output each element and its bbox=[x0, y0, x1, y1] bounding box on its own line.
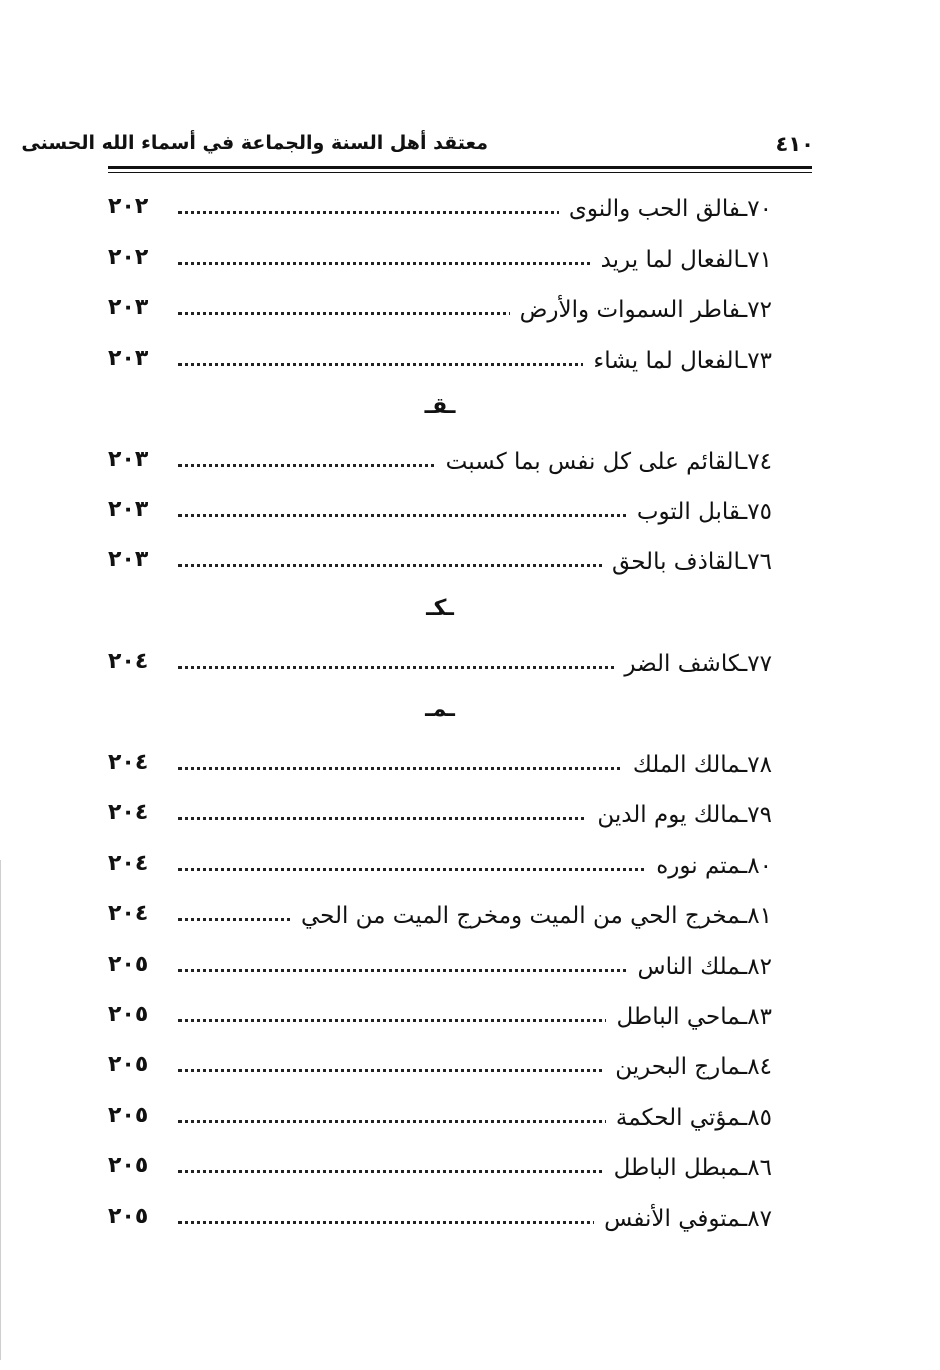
index-row bbox=[108, 1145, 772, 1197]
index-row bbox=[108, 186, 772, 238]
entry-title: ٧٩ـمالك يوم الدين bbox=[587, 802, 772, 828]
index-row bbox=[108, 1044, 772, 1096]
entry-page-number: ٢٠٥ bbox=[108, 1103, 149, 1128]
entry-page-number: ٢٠٤ bbox=[108, 750, 149, 775]
index-row bbox=[108, 1095, 772, 1147]
index-row bbox=[108, 792, 772, 844]
section-letter: ـكـ bbox=[426, 596, 454, 621]
index-row bbox=[108, 287, 772, 339]
index-row bbox=[108, 641, 772, 693]
index-row bbox=[108, 843, 772, 895]
index-row bbox=[108, 539, 772, 591]
section-heading bbox=[108, 596, 772, 644]
section-letter: ـقـ bbox=[424, 394, 456, 419]
entry-title: ٨٤ـمارج البحرين bbox=[605, 1054, 772, 1080]
entry-title: ٨٢ـملك الناس bbox=[628, 954, 773, 980]
entry-page-number: ٢٠٥ bbox=[108, 1153, 149, 1178]
header-page-number: ٤١٠ bbox=[775, 132, 814, 156]
header-rule-thin bbox=[108, 172, 812, 173]
entry-title: ٨٣ـماحي الباطل bbox=[606, 1004, 772, 1030]
entry-title: ٧٧ـكاشف الضر bbox=[614, 651, 772, 677]
entry-title: ٨١ـمخرج الحي من الميت ومخرج الميت من الحي bbox=[291, 903, 772, 929]
index-row bbox=[108, 1196, 772, 1248]
index-row bbox=[108, 994, 772, 1046]
section-heading bbox=[108, 394, 772, 442]
entry-title: ٧٤ـالقائم على كل نفس بما كسبت bbox=[436, 449, 772, 475]
entry-page-number: ٢٠٢ bbox=[108, 245, 149, 270]
entry-title: ٧٠ـفالق الحب والنوى bbox=[559, 196, 772, 222]
entry-page-number: ٢٠٤ bbox=[108, 901, 149, 926]
entry-title: ٧٨ـمالك الملك bbox=[623, 752, 772, 778]
entry-page-number: ٢٠٥ bbox=[108, 952, 149, 977]
entry-page-number: ٢٠٣ bbox=[108, 447, 149, 472]
section-letter: ـمـ bbox=[425, 697, 455, 722]
entry-page-number: ٢٠٥ bbox=[108, 1002, 149, 1027]
entry-title: ٧٢ـفاطر السموات والأرض bbox=[510, 297, 772, 323]
index-row bbox=[108, 893, 772, 945]
entry-title: ٧٣ـالفعال لما يشاء bbox=[583, 348, 772, 374]
entry-page-number: ٢٠٣ bbox=[108, 295, 149, 320]
entry-title: ٧١ـالفعال لما يريد bbox=[591, 247, 772, 273]
entry-page-number: ٢٠٣ bbox=[108, 547, 149, 572]
section-heading bbox=[108, 697, 772, 745]
entry-page-number: ٢٠٣ bbox=[108, 346, 149, 371]
entry-page-number: ٢٠٣ bbox=[108, 497, 149, 522]
index-row bbox=[108, 338, 772, 390]
header-rule-thick bbox=[108, 166, 812, 169]
entry-page-number: ٢٠٤ bbox=[108, 649, 149, 674]
index-row bbox=[108, 742, 772, 794]
entry-page-number: ٢٠٤ bbox=[108, 851, 149, 876]
entry-page-number: ٢٠٥ bbox=[108, 1204, 149, 1229]
index-row bbox=[108, 944, 772, 996]
entry-title: ٨٦ـمبطل الباطل bbox=[604, 1155, 772, 1181]
entry-title: ٨٠ـمتم نوره bbox=[646, 853, 772, 879]
scan-margin-line bbox=[0, 860, 1, 1360]
index-row bbox=[108, 237, 772, 289]
header-title: معتقد أهل السنة والجماعة في أسماء الله الحسنى bbox=[21, 132, 488, 154]
index-row bbox=[108, 489, 772, 541]
entry-page-number: ٢٠٤ bbox=[108, 800, 149, 825]
index-row bbox=[108, 439, 772, 491]
entry-title: ٨٥ـمؤتي الحكمة bbox=[606, 1105, 772, 1131]
entry-page-number: ٢٠٢ bbox=[108, 194, 149, 219]
running-header bbox=[21, 128, 814, 166]
entry-title: ٧٦ـالقاذف بالحق bbox=[602, 549, 772, 575]
entry-title: ٧٥ـقابل التوب bbox=[627, 499, 772, 525]
entry-page-number: ٢٠٥ bbox=[108, 1052, 149, 1077]
entry-title: ٨٧ـمتوفي الأنفس bbox=[594, 1206, 772, 1232]
